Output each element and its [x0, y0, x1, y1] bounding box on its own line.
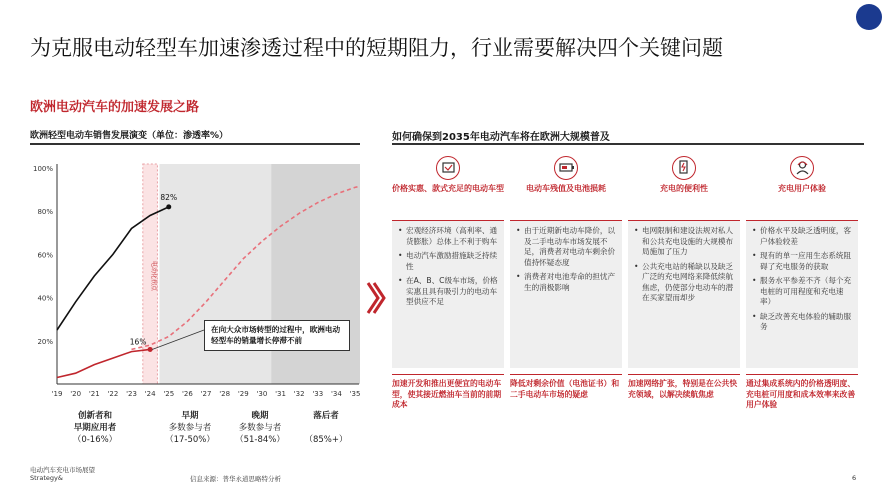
bullet: • 缺乏改善充电体验的辅助服务 [752, 312, 852, 333]
bullet: • 电网限制和建设法规对私人和公共充电设施的大规模布局施加了压力 [634, 226, 734, 258]
chart-heading: 欧洲轻型电动车销售发展演变（单位：渗透率%） [30, 131, 229, 141]
footer-source: 信息来源：普华永道思略特分析 [190, 475, 281, 483]
column-title: 价格实惠、款式充足的电动车型 [392, 184, 504, 193]
bullet: • 公共充电站的稀缺以及缺乏广泛的充电网络来降低续航焦虑，仍使部分电动车的潜在买家望而却步 [634, 262, 734, 304]
column-title: 电动车残值及电池损耗 [526, 184, 606, 193]
data-label: 16% [129, 337, 147, 347]
penetration-chart [30, 152, 360, 407]
user-headset-icon [790, 156, 814, 180]
page-title: 为克服电动轻型车加速渗透过程中的短期阻力，行业需要解决四个关键问题 [30, 36, 723, 60]
x-tick-label: '21 [88, 390, 100, 398]
x-tick-label: '20 [70, 390, 82, 398]
data-point [148, 347, 153, 352]
bullet: • 宏观经济环境（高利率、通货膨胀）总体上不利于购车 [398, 226, 498, 247]
x-tick-label: '35 [349, 390, 360, 398]
bullet: • 消费者对电池寿命的担忧产生的消极影响 [516, 272, 616, 293]
x-tick-label: '27 [200, 390, 212, 398]
footer-report-name: 电动汽车充电市场展望 [30, 466, 95, 474]
x-tick-label: '22 [107, 390, 119, 398]
bullet: • 电动汽车激励措施缺乏持续性 [398, 251, 498, 272]
issue-column-affordability [392, 152, 504, 411]
column-solution: 加速网络扩张，特别是在公共快充领域，以解决续航焦虑 [628, 374, 740, 400]
x-tick-label: '32 [293, 390, 305, 398]
page-subtitle: 欧洲电动汽车的加速发展之路 [30, 100, 200, 115]
y-tick-label: 20% [37, 337, 53, 346]
charger-icon [672, 156, 696, 180]
issue-column-charging [628, 152, 740, 400]
bullet: • 价格水平及缺乏透明度，客户体验较差 [752, 226, 852, 247]
x-tick-label: '23 [126, 390, 137, 398]
phase-label: 落后者 （85%+） [304, 411, 348, 445]
divider [30, 143, 360, 145]
x-tick-label: '25 [163, 390, 175, 398]
x-tick-label: '29 [237, 390, 249, 398]
column-solution: 通过集成系统内的价格透明度、充电桩可用度和成本效率来改善用户体验 [746, 374, 858, 411]
y-tick-label: 40% [37, 294, 53, 303]
column-title: 充电用户体验 [778, 184, 826, 193]
inflection-label: 电动化拐点 [150, 260, 158, 292]
x-tick-label: '31 [275, 390, 286, 398]
y-tick-label: 60% [37, 251, 53, 260]
column-body [392, 220, 504, 368]
phase-band [271, 164, 360, 384]
x-tick-label: '30 [256, 390, 268, 398]
column-solution: 降低对剩余价值（电池证书）和二手电动车市场的疑虑 [510, 374, 622, 400]
phase-label: 晚期 多数参与者 （51-84%） [235, 411, 285, 445]
issue-column-residual-value [510, 152, 622, 400]
data-point [166, 204, 171, 209]
column-body [746, 220, 858, 368]
column-body [628, 220, 740, 368]
battery-icon [554, 156, 578, 180]
data-label: 82% [160, 192, 178, 202]
x-tick-label: '19 [51, 390, 63, 398]
footer-brand: Strategy& [30, 474, 63, 482]
price-tag-icon [436, 156, 460, 180]
divider [392, 143, 864, 145]
bullet: • 在A、B、C级车市场，价格实惠且具有吸引力的电动车型供应不足 [398, 276, 498, 308]
bullet: • 由于近期新电动车降价，以及二手电动车市场发展不足，消费者对电动车剩余价值持怀疑态度 [516, 226, 616, 268]
column-body [510, 220, 622, 368]
x-tick-label: '26 [181, 390, 193, 398]
x-tick-label: '34 [330, 390, 342, 398]
chevron-right-icon [365, 280, 387, 316]
x-tick-label: '24 [144, 390, 156, 398]
bullet: • 服务水平参差不齐（每个充电桩的可用程度和充电速率） [752, 276, 852, 308]
y-tick-label: 100% [32, 165, 53, 173]
eu-flag-icon [856, 4, 882, 30]
chart-callout: 在向大众市场转型的过程中，欧洲电动轻型车的销量增长停滞不前 [204, 320, 350, 351]
x-tick-label: '28 [219, 390, 231, 398]
column-solution: 加速开发和推出更便宜的电动车型，使其接近燃油车当前的前期成本 [392, 374, 504, 411]
bullet: • 现有的单一应用生态系统阻碍了充电服务的获取 [752, 251, 852, 272]
y-tick-label: 80% [37, 208, 53, 217]
right-panel-heading: 如何确保到2035年电动汽车将在欧洲大规模普及 [392, 132, 610, 143]
x-tick-label: '33 [312, 390, 324, 398]
phase-label: 早期 多数参与者 （17-50%） [165, 411, 215, 445]
page-number: 6 [852, 474, 857, 482]
issue-column-user-experience [746, 152, 858, 411]
series-line [57, 349, 150, 377]
column-title: 充电的便利性 [660, 184, 708, 193]
phase-label: 创新者和 早期应用者 （0-16%） [72, 411, 118, 445]
